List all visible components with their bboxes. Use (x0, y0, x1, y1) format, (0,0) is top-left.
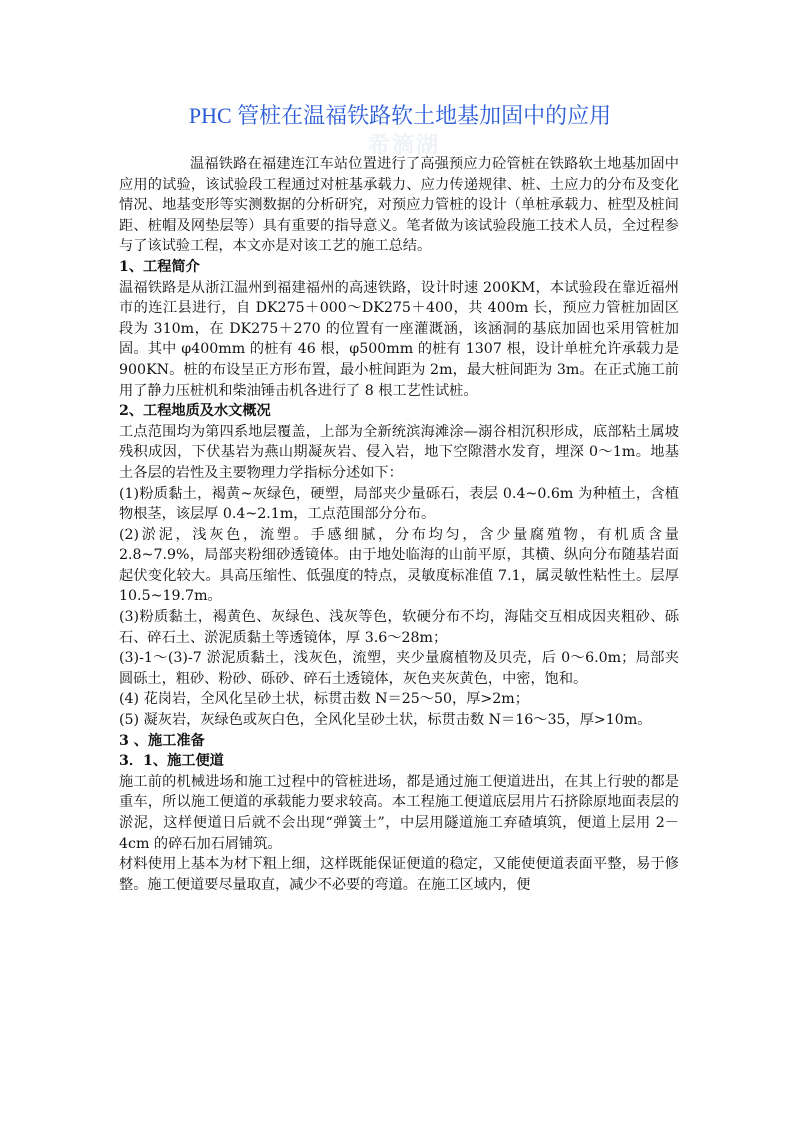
section-1-heading: 1、工程简介 (119, 258, 200, 275)
soil-layer-item: (1)粉质黏土，褐黄~灰绿色，硬塑，局部夹少量砾石，表层 0.4~0.6m 为种植土，含植物根茎，该层厚 0.4~2.1m，工点范围部分分布。 (119, 485, 679, 523)
section-3-heading: 3 、施工准备 (119, 732, 205, 749)
section-3-1-heading: 3．1、施工便道 (119, 753, 224, 770)
document-title: PHC 管桩在温福铁路软土地基加固中的应用 (188, 103, 612, 128)
soil-layer-item: (4) 花岗岩，全风化呈砂土状，标贯击数 N＝25～50，厚>2m； (119, 691, 529, 708)
watermark: 希滴湖 (368, 132, 441, 158)
section-1-paragraph: 温福铁路是从浙江温州到福建福州的高速铁路，设计时速 200KM，本试验段在靠近福州市的连江县进行，自 DK275＋000～DK275＋400，共 400m 长，预应力管桩加固区段为 310m，在 DK275＋270 的位置有一座灌溉涵，该涵洞的基底加固也采用管桩加固。其中 φ400mm 的桩有 46 根，φ500mm 的桩有 1307 根，设计单桩允许承载力是 900KN。桩的布设呈正方形布置，最小桩间距为 2m，最大桩间距为 3m。在正式施工前用了静力压桩机和柴油锤击机各进行了 8 根工艺性试桩。 (119, 279, 679, 399)
section-3-1-paragraph: 施工前的机械进场和施工过程中的管桩进场，都是通过施工便道进出，在其上行驶的都是重车，所以施工便道的承载能力要求较高。本工程施工便道底层用片石挤除原地面表层的淤泥，这样便道日后就不会出现“弹簧土”，中层用隧道施工弃碴填筑，便道上层用 2－4cm 的碎石加石屑铺筑。 (119, 773, 679, 852)
soil-layer-item: (3)粉质黏土，褐黄色、灰绿色、浅灰等色，软硬分布不均，海陆交互相成因夹粗砂、砾石、碎石土、淤泥质黏土等透镜体，厚 3.6～28m； (119, 609, 679, 646)
section-2-paragraph: 工点范围均为第四系地层覆盖，上部为全新统滨海滩涂—溺谷相沉积形成，底部粘土属坡残积成因，下伏基岩为燕山期凝灰岩、侵入岩，地下空隙潜水发育，埋深 0～1m。地基土各层的岩性及主要物理力学指标分述如下： (119, 423, 679, 481)
section-2-heading: 2、工程地质及水文概况 (119, 403, 271, 420)
intro-paragraph: 温福铁路在福建连江车站位置进行了高强预应力砼管桩在铁路软土地基加固中应用的试验，该试验段工程通过对桩基承载力、应力传递规律、桩、土应力的分布及变化情况、地基变形等实测数据的分析研究，对预应力管桩的设计（单桩承载力、桩型及桩间距、桩帽及网垫层等）具有重要的指导意义。笔者做为该试验段施工技术人员，全过程参与了该试验工程，本文亦是对该工艺的施工总结。 (119, 156, 679, 255)
soil-layer-item: (5) 凝灰岩，灰绿色或灰白色，全风化呈砂土状，标贯击数 N＝16～35，厚>10m。 (119, 712, 652, 729)
section-3-1-paragraph-2: 材料使用上基本为材下粗上细，这样既能保证便道的稳定，又能使便道表面平整，易于修整。施工便道要尽量取直，减少不必要的弯道。在施工区域内，便 (119, 856, 679, 893)
soil-layer-item: (2)淤泥，浅灰色，流塑。手感细腻，分布均匀，含少量腐殖物，有机质含量 2.8~7.9%，局部夹粉细砂透镜体。由于地处临海的山前平原，其横、纵向分布随基岩面起伏变化较大。具高压缩性、低强度的特点，灵敏度标准值 7.1，属灵敏性粘性土。层厚 10.5~19.7m。 (119, 526, 679, 605)
soil-layer-item: (3)-1～(3)-7 淤泥质黏土，浅灰色，流塑，夹少量腐植物及贝壳，后 0～6.0m；局部夹圆砾土，粗砂、粉砂、砾砂、碎石土透镜体，灰色夹灰黄色，中密，饱和。 (119, 650, 679, 687)
document-body (119, 154, 679, 895)
